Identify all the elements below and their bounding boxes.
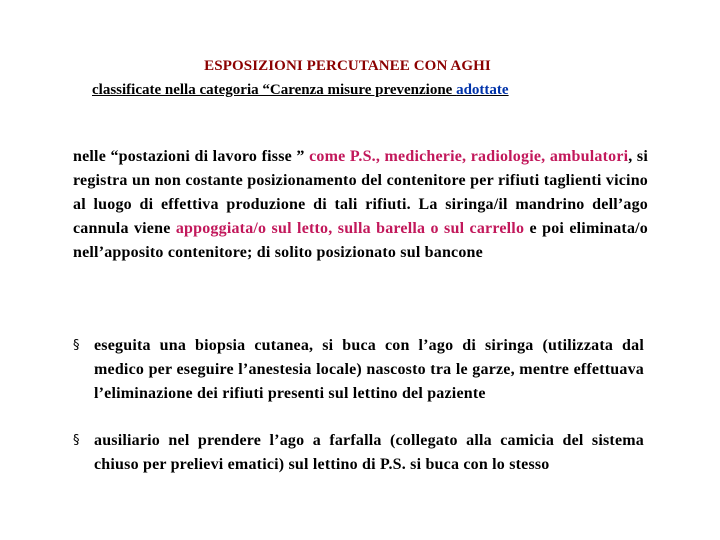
bullet-list	[73, 334, 644, 477]
paragraph-emphasis-locations: come P.S., medicherie, radiologie, ambulatori	[309, 148, 629, 165]
paragraph-text-1: nelle “postazioni di lavoro fisse ”	[73, 148, 310, 165]
intro-paragraph	[73, 145, 648, 265]
list-item	[73, 334, 644, 406]
bullet-marker-icon: §	[73, 433, 80, 448]
subtitle-highlight: adottate	[456, 82, 509, 98]
paragraph-text-2: , si registra un non costante posizionamento del contenitore per rifiuti taglienti vicino al luogo di effettiva produzione di tali rifiuti. La siringa/il mandrino dell’ago cannula viene	[73, 148, 649, 237]
list-item	[73, 429, 644, 477]
paragraph-emphasis-placement: appoggiata/o sul letto, sulla barella o sul carrello	[175, 220, 525, 237]
bullet-marker-icon: §	[73, 338, 80, 353]
bullet-text: eseguita una biopsia cutanea, si buca con l’ago di siringa (utilizzata dal medico per eseguire l’anestesia locale) nascosto tra le garze, mentre effettuava l’eliminazione dei rifiuti presenti sul lettino del paziente	[94, 337, 644, 402]
page-title: ESPOSIZIONI PERCUTANEE CON AGHI	[204, 58, 491, 74]
page-subtitle	[92, 82, 509, 99]
bullet-text: ausiliario nel prendere l’ago a farfalla (collegato alla camicia del sistema chiuso per prelievi ematici) sul lettino di P.S. si buca con lo stesso	[94, 432, 644, 473]
paragraph-text-3: e poi eliminata/o nell’apposito contenitore; di solito posizionato sul bancone	[73, 220, 648, 261]
subtitle-text: classificate nella categoria “Carenza misure prevenzione	[92, 82, 457, 98]
